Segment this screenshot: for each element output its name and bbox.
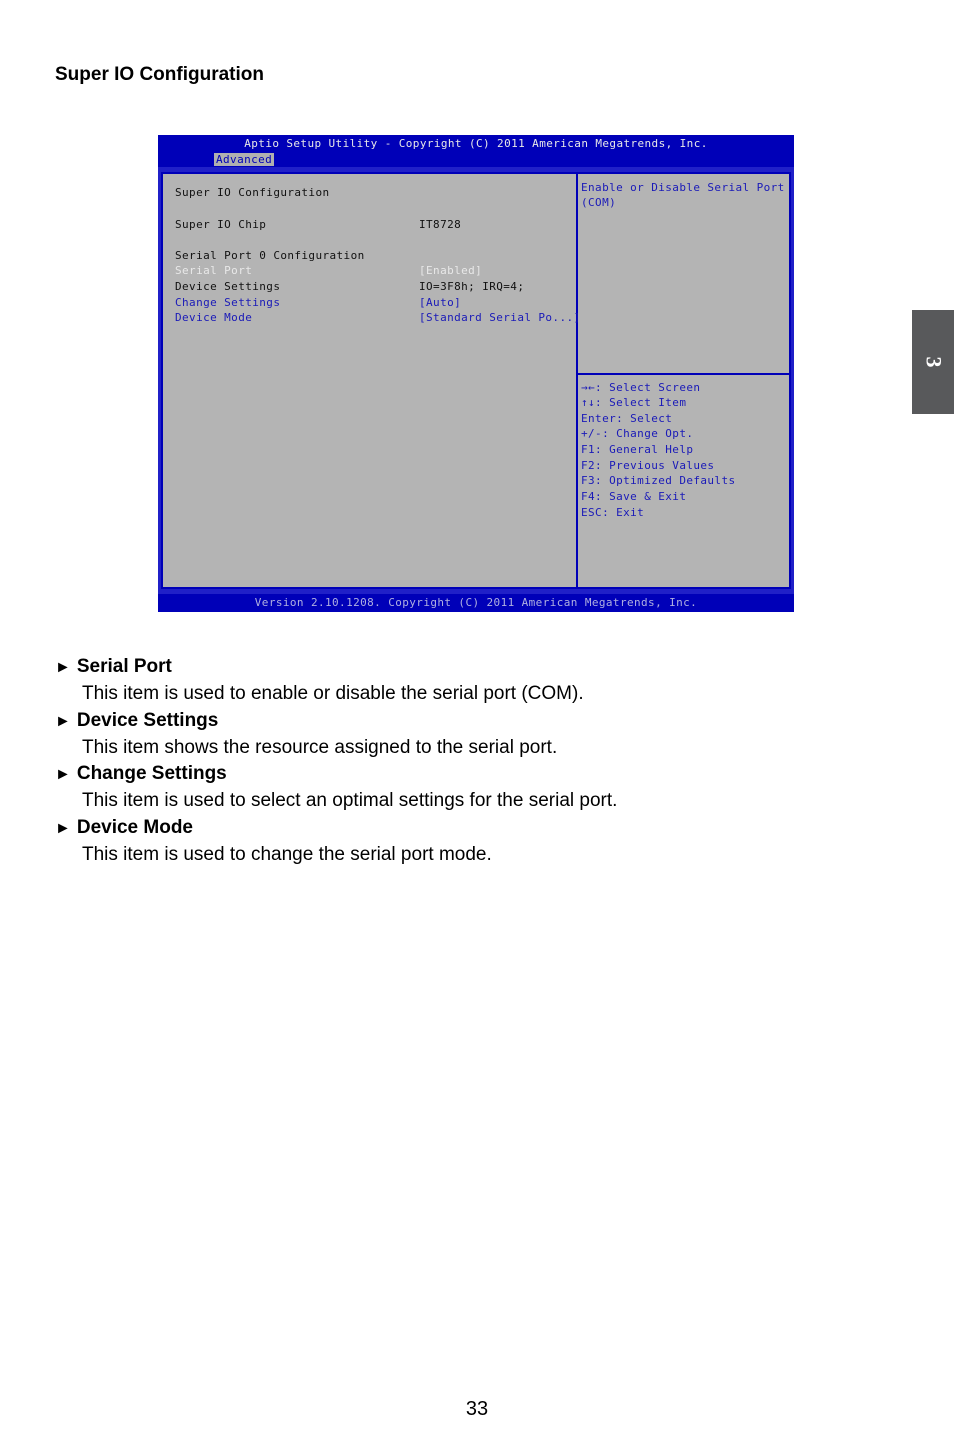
serial-port-item[interactable]: Serial Port: [175, 264, 253, 277]
description-text: This item is used to select an optimal settings for the serial port.: [82, 790, 618, 811]
bios-footer-bar: [158, 594, 794, 612]
description-title: ► Serial Port: [55, 656, 172, 677]
port-config-heading: Serial Port 0 Configuration: [175, 249, 365, 262]
change-settings-value[interactable]: [Auto]: [419, 296, 462, 309]
key-legend-line: ESC: Exit: [581, 506, 645, 519]
description-text: This item is used to change the serial port mode.: [82, 844, 492, 865]
key-legend-line: +/-: Change Opt.: [581, 427, 694, 440]
description-device-mode: [55, 815, 915, 869]
bios-help-pane: [578, 174, 789, 375]
bios-title: Aptio Setup Utility - Copyright (C) 2011 American Megatrends, Inc.: [244, 137, 708, 150]
description-text: This item shows the resource assigned to the serial port.: [82, 737, 558, 758]
description-title: ► Change Settings: [55, 763, 227, 784]
key-legend-line: F2: Previous Values: [581, 459, 715, 472]
triangle-right-icon: ►: [55, 713, 71, 730]
key-legend-line: F4: Save & Exit: [581, 490, 687, 503]
triangle-right-icon: ►: [55, 766, 71, 783]
help-line: (COM): [581, 196, 617, 209]
page-number: 33: [465, 1398, 489, 1420]
key-legend-line: F3: Optimized Defaults: [581, 474, 736, 487]
chip-value: IT8728: [419, 218, 462, 231]
key-legend-line: Enter: Select: [581, 412, 673, 425]
description-serial-port: [55, 654, 915, 708]
change-settings-item[interactable]: Change Settings: [175, 296, 281, 309]
chapter-tab: [912, 310, 954, 414]
chapter-number: 3: [921, 356, 946, 368]
bios-title-bar: [158, 135, 794, 167]
bios-screenshot: [158, 135, 794, 612]
bios-section-title: Super IO Configuration: [175, 186, 330, 199]
triangle-right-icon: ►: [55, 820, 71, 837]
description-device-settings: [55, 708, 915, 762]
description-title: ► Device Settings: [55, 710, 219, 731]
description-text: This item is used to enable or disable the serial port (COM).: [82, 683, 584, 704]
device-mode-value[interactable]: [Standard Serial Po...]: [419, 311, 581, 324]
triangle-right-icon: ►: [55, 659, 71, 676]
device-mode-item[interactable]: Device Mode: [175, 311, 253, 324]
bios-main-panel: [161, 172, 791, 589]
bios-settings-pane: [163, 174, 581, 587]
device-settings-item: Device Settings: [175, 280, 281, 293]
serial-port-value[interactable]: [Enabled]: [419, 264, 483, 277]
bios-footer: Version 2.10.1208. Copyright (C) 2011 American Megatrends, Inc.: [254, 596, 698, 609]
page-heading: Super IO Configuration: [55, 64, 264, 85]
key-legend-line: ↑↓: Select Item: [581, 396, 687, 409]
description-title: ► Device Mode: [55, 817, 193, 838]
chip-label: Super IO Chip: [175, 218, 267, 231]
bios-key-legend: [578, 375, 789, 587]
device-settings-value: IO=3F8h; IRQ=4;: [419, 280, 525, 293]
help-line: Enable or Disable Serial Port: [581, 181, 785, 194]
key-legend-line: F1: General Help: [581, 443, 694, 456]
key-legend-line: →←: Select Screen: [581, 381, 701, 394]
tab-advanced[interactable]: Advanced: [216, 153, 273, 166]
description-change-settings: [55, 761, 915, 815]
